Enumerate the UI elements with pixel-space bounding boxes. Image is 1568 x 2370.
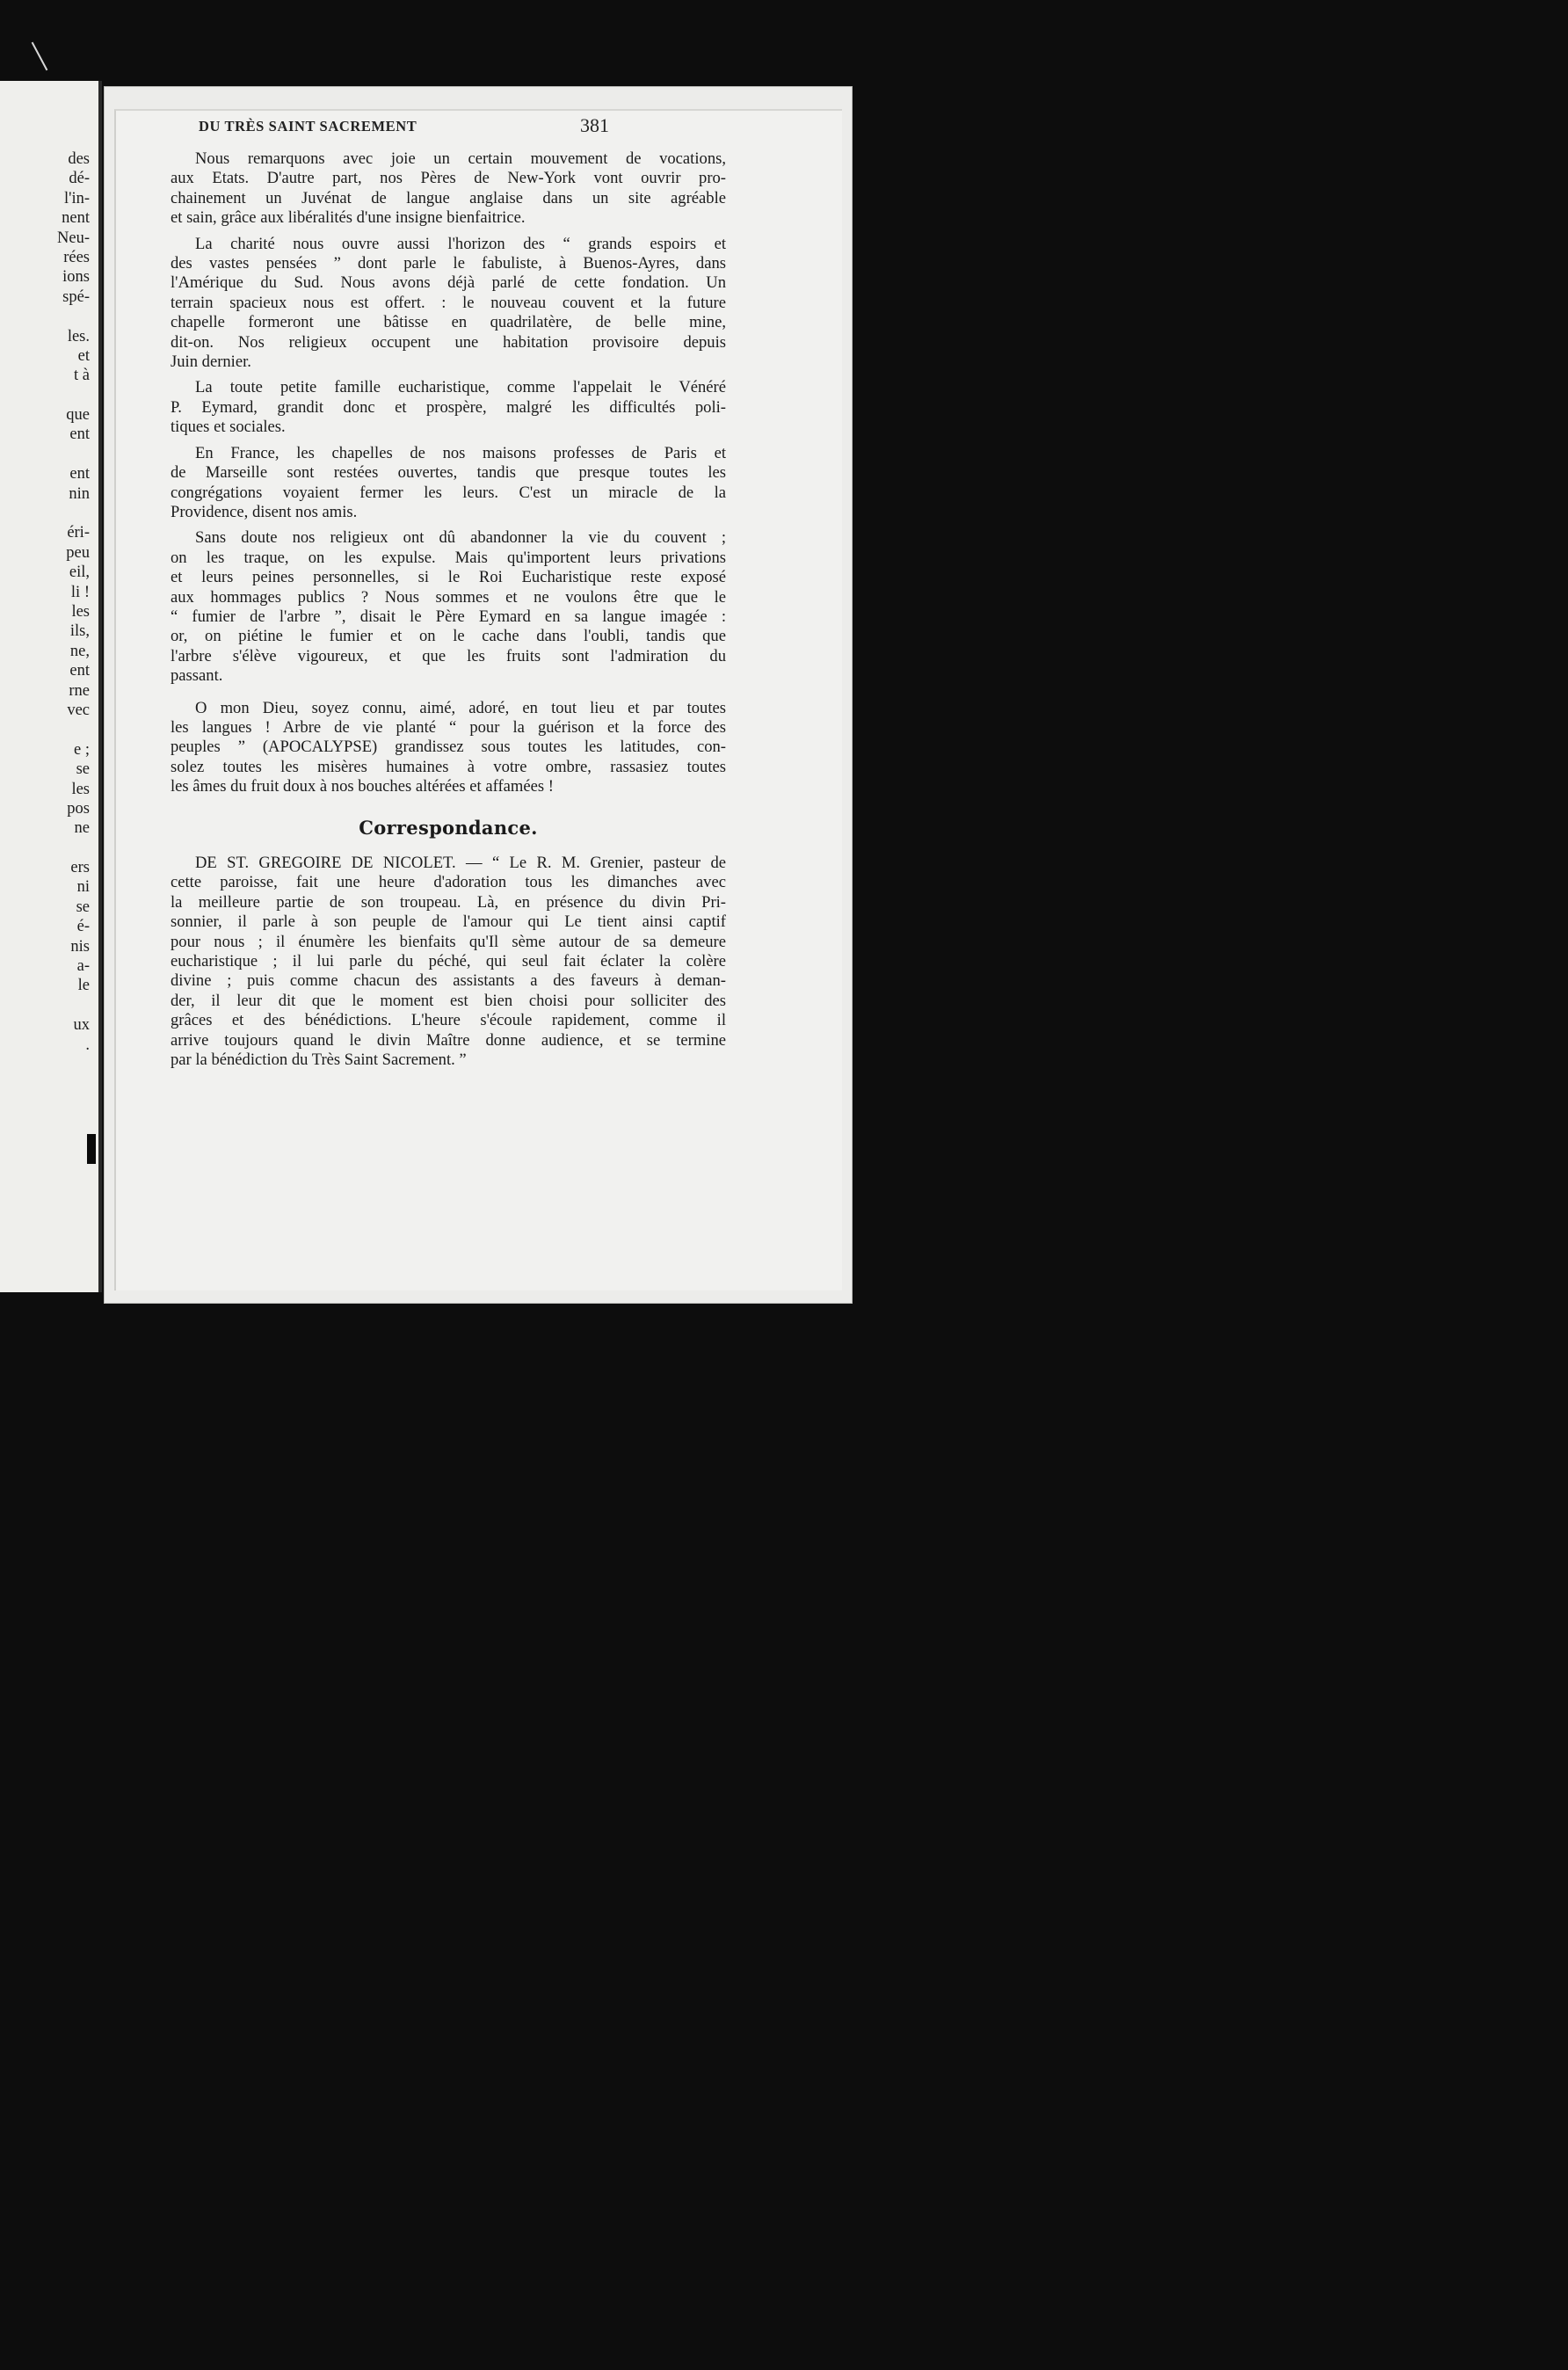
left-page-fragment: les. — [67, 327, 90, 345]
text-line: les langues ! Arbre de vie planté “ pour la guérison et la force des — [171, 717, 726, 737]
left-page-fragment: eil, — [69, 563, 90, 582]
left-page-fragment: l'in- — [63, 189, 90, 207]
left-page-fragment — [11, 445, 90, 464]
text-line: arrive toujours quand le divin Maître donne audience, et se termine — [171, 1030, 726, 1050]
text-line — [171, 854, 726, 873]
text-line: cette paroisse, fait une heure d'adoration tous les dimanches avec — [171, 873, 726, 892]
text-line: terrain spacieux nous est offert. : le nouveau couvent et la future — [171, 293, 726, 312]
text-line: Sans doute nos religieux ont dû abandonner la vie du couvent ; — [195, 528, 726, 548]
left-page-fragment — [11, 839, 90, 858]
left-page-fragment — [11, 386, 90, 405]
text-line: passant. — [171, 666, 223, 686]
text-line: “ fumier de l'arbre ”, disait le Père Eymard en sa langue imagée : — [171, 607, 726, 626]
running-head: DU TRÈS SAINT SACREMENT — [199, 118, 417, 134]
text-line: La charité nous ouvre aussi l'horizon des “ grands espoirs et — [195, 234, 726, 253]
left-page-fragment: ent — [69, 425, 90, 444]
left-page-fragment: é- — [76, 918, 90, 936]
text-line: grâces et des bénédictions. L'heure s'écoule rapidement, comme il — [171, 1011, 726, 1030]
left-page-fragment: e ; — [74, 740, 90, 759]
left-page-fragment: ux — [73, 1016, 90, 1035]
left-page-fragment: des — [68, 150, 90, 168]
text-line: aux hommages publics ? Nous sommes et ne voulons être que le — [171, 587, 726, 607]
left-page-fragment: les — [71, 780, 90, 798]
text-line: aux Etats. D'autre part, nos Pères de New-York vont ouvrir pro- — [171, 169, 726, 188]
left-page-fragment: ent — [69, 465, 90, 483]
section-heading: Correspondance. — [359, 816, 538, 839]
text-line: divine ; puis comme chacun des assistants a des faveurs à deman- — [171, 971, 726, 991]
left-page-fragment — [11, 307, 90, 326]
left-facing-page — [0, 81, 102, 1292]
text-line: Providence, disent nos amis. — [171, 502, 358, 521]
left-page-fragment: ni — [76, 878, 90, 897]
text-line: eucharistique ; il lui parle du péché, qui seul fait éclater la colère — [171, 952, 726, 971]
text-line: En France, les chapelles de nos maisons professes de Paris et — [195, 443, 726, 462]
left-page-fragment: les — [71, 602, 90, 621]
film-scratch — [32, 42, 48, 71]
text-line: or, on piétine le fumier et on le cache dans l'oubli, tandis que — [171, 627, 726, 646]
left-page-fragment: spé- — [62, 287, 90, 306]
left-page-fragment: éri- — [67, 524, 90, 542]
text-line: chainement un Juvénat de langue anglaise dans un site agréable — [171, 188, 726, 207]
left-page-fragment: le — [77, 977, 90, 995]
page-header — [199, 114, 726, 141]
text-line: Juin dernier. — [171, 353, 251, 372]
left-page-fragment: rne — [69, 681, 90, 700]
paragraph — [171, 235, 726, 373]
text-line: la meilleure partie de son troupeau. Là, en présence du divin Pri- — [171, 892, 726, 912]
paragraph — [171, 444, 726, 523]
paragraph — [171, 528, 726, 686]
text-line: sonnier, il parle à son peuple de l'amour qui Le tient ainsi captif — [171, 912, 726, 932]
left-page-fragment — [11, 504, 90, 523]
left-page-fragment: nin — [69, 484, 90, 503]
text-line: Nous remarquons avec joie un certain mouvement de vocations, — [195, 149, 726, 168]
left-page-fragment: li ! — [70, 583, 90, 601]
text-line: on les traque, on les expulse. Mais qu'importent leurs privations — [171, 548, 726, 567]
left-page-fragment: vec — [67, 701, 90, 719]
left-page-fragment: que — [66, 406, 90, 425]
left-page-fragment — [11, 996, 90, 1015]
text-line: P. Eymard, grandit donc et prospère, malgré les difficultés poli- — [171, 397, 726, 417]
text-line: tiques et sociales. — [171, 418, 286, 437]
left-page-fragment: ions — [62, 268, 90, 287]
text-line: O mon Dieu, soyez connu, aimé, adoré, en tout lieu et par toutes — [195, 698, 726, 717]
left-page-fragment: dé- — [69, 170, 90, 188]
left-page-fragment: et — [77, 346, 90, 365]
text-line: der, il leur dit que le moment est bien choisi pour solliciter des — [171, 991, 726, 1010]
left-page-fragment: ne — [74, 819, 90, 838]
correspondence-source: DE ST. GREGOIRE DE NICOLET. — [195, 854, 456, 872]
text-line: et sain, grâce aux libéralités d'une insigne bienfaitrice. — [171, 208, 526, 228]
left-page-fragment: se — [76, 760, 90, 779]
left-page-fragment: ne, — [69, 642, 90, 660]
left-page-fragment: rées — [63, 248, 90, 266]
correspondence-paragraph — [171, 854, 726, 1070]
left-page-fragment: se — [76, 898, 90, 916]
text-line: peuples ” (APOCALYPSE) grandissez sous toutes les latitudes, con- — [171, 738, 726, 757]
text-line: l'arbre s'élève vigoureux, et que les fruits sont l'admiration du — [171, 646, 726, 665]
text-line: de Marseille sont restées ouvertes, tandis que presque toutes les — [171, 463, 726, 483]
left-page-fragment: nis — [70, 937, 90, 956]
text-line-rest: — “ Le R. M. Grenier, pasteur de — [466, 854, 727, 872]
text-line: dit-on. Nos religieux occupent une habitation provisoire depuis — [171, 332, 726, 352]
left-page-fragment: ent — [69, 662, 90, 680]
body-text — [171, 149, 726, 1076]
paragraph — [171, 149, 726, 229]
text-line: par la bénédiction du Très Saint Sacrement. ” — [171, 1051, 467, 1070]
left-page-fragment: peu — [66, 543, 90, 562]
text-line: solez toutes les misères humaines à votre ombre, rassasiez toutes — [171, 757, 726, 776]
left-page-fragment: a- — [76, 957, 90, 976]
left-page-fragment: pos — [67, 799, 90, 818]
paragraph — [171, 378, 726, 437]
left-page-fragment: t à — [74, 367, 90, 385]
text-line: et leurs peines personnelles, si le Roi Eucharistique reste exposé — [171, 568, 726, 587]
text-line: pour nous ; il énumère les bienfaits qu'Il sème autour de sa demeure — [171, 932, 726, 951]
text-line: l'Amérique du Sud. Nous avons déjà parlé de cette fondation. Un — [171, 273, 726, 293]
page-number: 381 — [580, 114, 609, 136]
text-line: congrégations voyaient fermer les leurs. C'est un miracle de la — [171, 483, 726, 502]
left-page-fragment: ils, — [69, 622, 90, 641]
text-line: des vastes pensées ” dont parle le fabuliste, à Buenos-Ayres, dans — [171, 254, 726, 273]
left-page-fragment: nent — [62, 209, 90, 228]
text-line: les âmes du fruit doux à nos bouches altérées et affamées ! — [171, 777, 554, 796]
left-page-fragment: ers — [70, 859, 90, 877]
text-line: chapelle formeront une bâtisse en quadrilatère, de belle mine, — [171, 313, 726, 332]
left-page-fragment: Neu- — [57, 229, 90, 247]
left-page-fragment: . — [85, 1036, 90, 1054]
text-line: La toute petite famille eucharistique, comme l'appelait le Vénéré — [195, 378, 726, 397]
left-page-fragment — [11, 720, 90, 739]
paragraph — [171, 699, 726, 797]
binding-mark — [87, 1134, 96, 1164]
left-page-text-fragments — [11, 149, 90, 1055]
